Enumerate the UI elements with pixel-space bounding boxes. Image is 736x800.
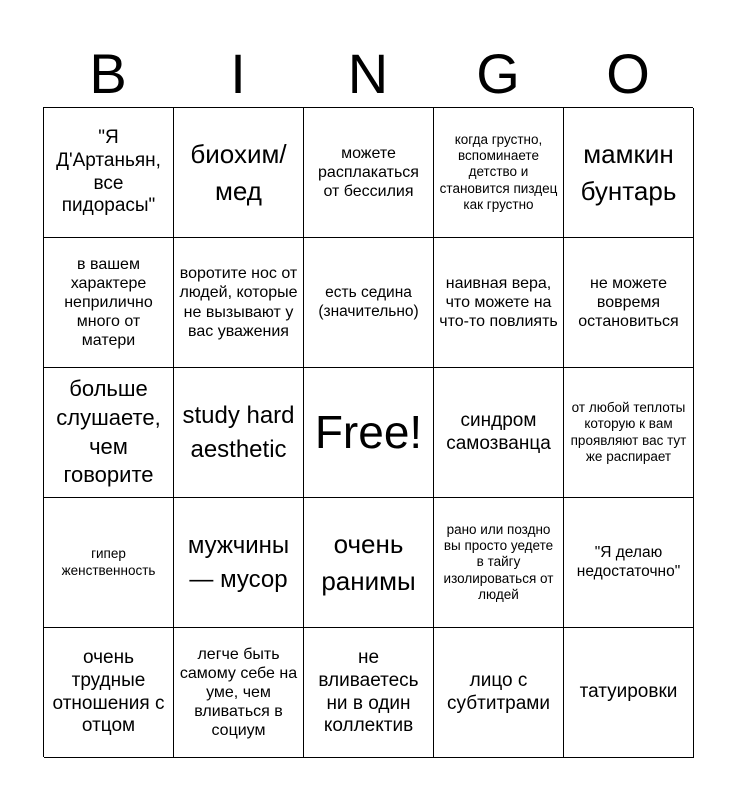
bingo-cell[interactable]: когда грустно, вспоминаете детство и становится пиздец как грустно: [434, 108, 564, 238]
bingo-cell[interactable]: наивная вера, что можете на что-то повлиять: [434, 238, 564, 368]
header-letter-b: B: [89, 42, 127, 105]
bingo-cell[interactable]: study hard aesthetic: [174, 368, 304, 498]
bingo-cell[interactable]: можете расплакаться от бессилия: [304, 108, 434, 238]
bingo-cell[interactable]: татуировки: [564, 628, 694, 758]
bingo-cell[interactable]: мамкин бунтарь: [564, 108, 694, 238]
bingo-cell[interactable]: в вашем характере неприлично много от матери: [44, 238, 174, 368]
bingo-cell[interactable]: синдром самозванца: [434, 368, 564, 498]
bingo-cell[interactable]: больше слушаете, чем говорите: [44, 368, 174, 498]
bingo-board: [43, 107, 693, 757]
header-letter-n: N: [347, 42, 389, 105]
bingo-cell[interactable]: "Я Д'Артаньян, все пидорасы": [44, 108, 174, 238]
bingo-cell[interactable]: не можете вовремя остановиться: [564, 238, 694, 368]
header-letter-g: G: [476, 42, 520, 105]
bingo-cell[interactable]: очень трудные отношения с отцом: [44, 628, 174, 758]
bingo-cell[interactable]: гипер женственность: [44, 498, 174, 628]
bingo-cell[interactable]: мужчины — мусор: [174, 498, 304, 628]
bingo-cell[interactable]: очень ранимы: [304, 498, 434, 628]
bingo-cell[interactable]: есть седина (значительно): [304, 238, 434, 368]
header-letter-o: O: [606, 42, 650, 105]
header-letter-i: I: [230, 42, 246, 105]
bingo-cell[interactable]: не вливаетесь ни в один коллектив: [304, 628, 434, 758]
bingo-cell[interactable]: воротите нос от людей, которые не вызывают у вас уважения: [174, 238, 304, 368]
bingo-cell[interactable]: легче быть самому себе на уме, чем вливаться в социум: [174, 628, 304, 758]
bingo-cell[interactable]: биохим/ мед: [174, 108, 304, 238]
free-space-cell[interactable]: Free!: [304, 368, 434, 498]
bingo-cell[interactable]: от любой теплоты которую к вам проявляют вас тут же распирает: [564, 368, 694, 498]
bingo-cell[interactable]: рано или поздно вы просто уедете в тайгу изолироваться от людей: [434, 498, 564, 628]
bingo-header: [43, 40, 693, 108]
bingo-cell[interactable]: лицо с субтитрами: [434, 628, 564, 758]
bingo-cell[interactable]: "Я делаю недостаточно": [564, 498, 694, 628]
